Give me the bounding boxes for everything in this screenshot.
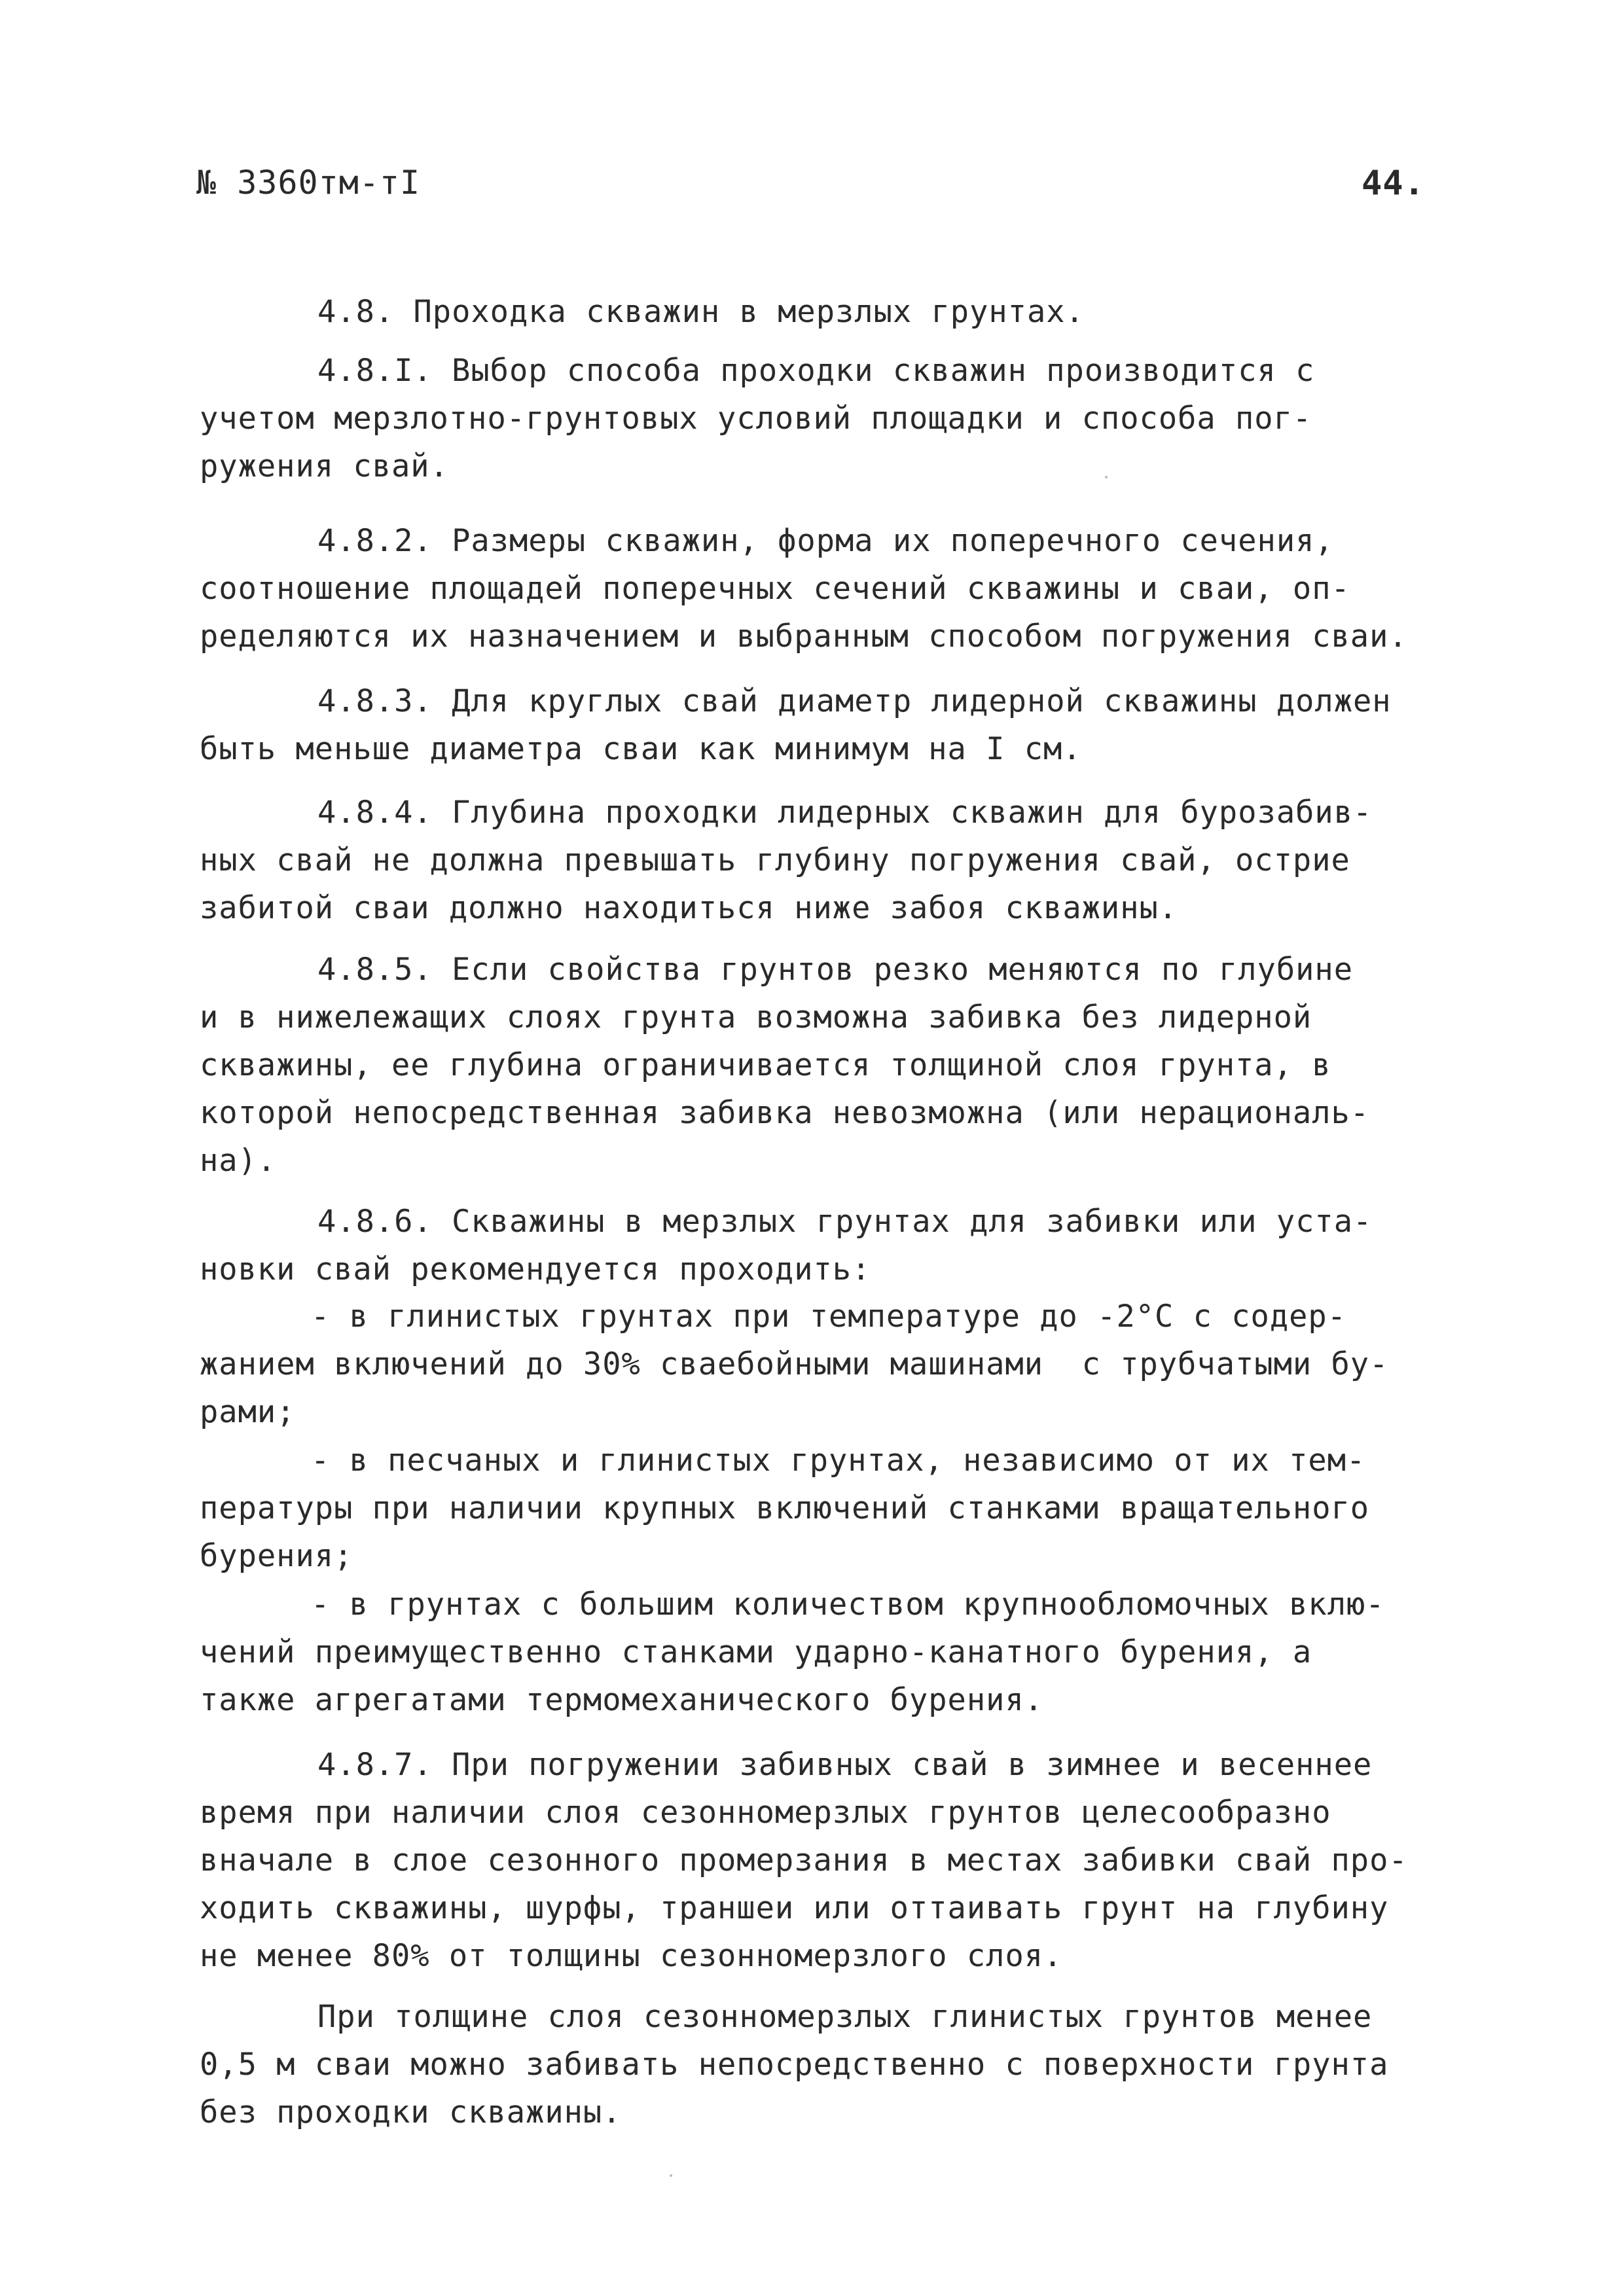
section-heading-text: 4.8. Проходка скважин в мерзлых грунтах. (317, 294, 1085, 330)
text-line: - в глинистых грунтах при температуре до -2°С с содер- (311, 1299, 1347, 1335)
paragraph-4-8-5 (200, 946, 1443, 1185)
text-line: 4.8.2. Размеры скважин, форма их поперечного сечения, (317, 523, 1334, 559)
text-line: время при наличии слоя сезонномерзлых грунтов целесообразно (200, 1795, 1331, 1831)
text-line: учетом мерзлотно-грунтовых условий площадки и способа пог- (200, 401, 1312, 437)
text-line: которой непосредственная забивка невозможна (или нерациональ- (200, 1095, 1370, 1131)
text-line: чений преимущественно станками ударно-канатного бурения, а (200, 1634, 1312, 1670)
text-line: 4.8.4. Глубина проходки лидерных скважин для бурозабив- (317, 795, 1373, 831)
text-line: ределяются их назначением и выбранным способом погружения сваи. (200, 619, 1408, 655)
text-line: забитой сваи должно находиться ниже забоя скважины. (200, 890, 1178, 926)
text-line: рами; (200, 1394, 296, 1430)
paragraph-4-8-7 (200, 1741, 1443, 1980)
text-line: ходить скважины, шурфы, траншеи или оттаивать грунт на глубину (200, 1890, 1389, 1926)
text-line: 4.8.3. Для круглых свай диаметр лидерной скважины должен (317, 683, 1392, 719)
page-number: 44. (1362, 164, 1425, 203)
text-line: 0,5 м сваи можно забивать непосредственно с поверхности грунта (200, 2047, 1389, 2083)
paragraph-4-8-1 (200, 347, 1443, 490)
text-line: не менее 80% от толщины сезонномерзлого слоя. (200, 1938, 1063, 1974)
text-line: пературы при наличии крупных включений станками вращательного (200, 1490, 1370, 1526)
text-line: и в нижележащих слоях грунта возможна забивка без лидерной (200, 999, 1312, 1035)
text-line: При толщине слоя сезонномерзлых глинистых грунтов менее (317, 1999, 1373, 2035)
list-item-clay-soils (200, 1293, 1443, 1436)
text-line: - в грунтах с большим количеством крупнообломочных вклю- (311, 1587, 1385, 1623)
text-line: 4.8.7. При погружении забивных свай в зимнее и весеннее (317, 1747, 1373, 1783)
text-line: 4.8.I. Выбор способа проходки скважин производится с (317, 353, 1315, 389)
text-line: - в песчаных и глинистых грунтах, независимо от их тем- (311, 1443, 1366, 1479)
text-line: вначале в слое сезонного промерзания в местах забивки свай про- (200, 1842, 1408, 1878)
scan-speck (1105, 476, 1108, 478)
text-line: 4.8.5. Если свойства грунтов резко меняются по глубине (317, 952, 1354, 988)
document-number: № 3360тм-тI (196, 164, 421, 202)
text-line: скважины, ее глубина ограничивается толщиной слоя грунта, в (200, 1047, 1331, 1083)
scan-speck (670, 2174, 672, 2177)
section-heading (200, 288, 1443, 336)
paragraph-thin-layer (200, 1993, 1443, 2136)
text-line: 4.8.6. Скважины в мерзлых грунтах для забивки или уста- (317, 1204, 1373, 1240)
text-line: соотношение площадей поперечных сечений скважины и сваи, оп- (200, 571, 1350, 607)
text-line: быть меньше диаметра сваи как минимум на I см. (200, 731, 1082, 767)
paragraph-4-8-2 (200, 517, 1443, 660)
text-line: на). (200, 1143, 277, 1179)
text-line: без проходки скважины. (200, 2094, 622, 2130)
text-line: бурения; (200, 1538, 353, 1574)
text-line: также агрегатами термомеханического бурения. (200, 1682, 1044, 1718)
paragraph-4-8-4 (200, 789, 1443, 932)
paragraph-4-8-6 (200, 1198, 1443, 1293)
text-line: ружения свай. (200, 448, 449, 484)
list-item-sandy-soils (200, 1437, 1443, 1580)
list-item-coarse-soils (200, 1581, 1443, 1724)
text-line: ных свай не должна превышать глубину погружения свай, острие (200, 842, 1350, 878)
text-line: новки свай рекомендуется проходить: (200, 1251, 871, 1287)
paragraph-4-8-3 (200, 677, 1443, 773)
text-line: жанием включений до 30% сваебойными машинами с трубчатыми бу- (200, 1346, 1389, 1382)
